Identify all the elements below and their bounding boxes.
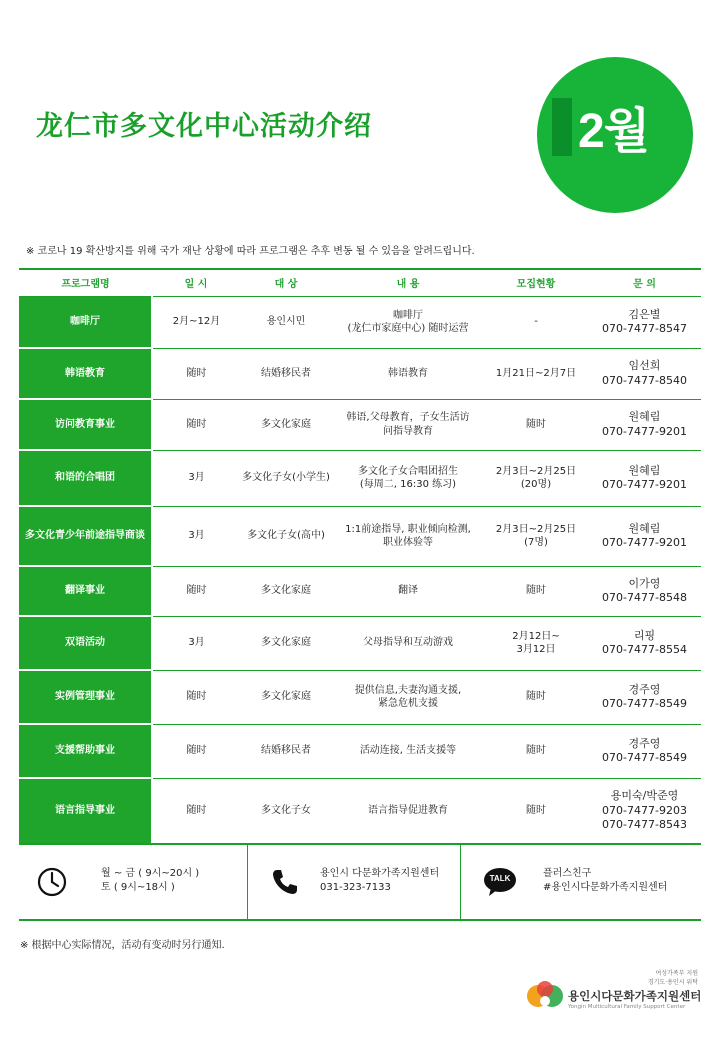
contact-line: 070-7477-8543 <box>602 817 687 831</box>
center-logo-name: 용인시다문화가족지원센터 <box>568 989 702 1003</box>
target-cell: 多文化家庭 <box>240 670 332 724</box>
info-footer <box>19 843 701 921</box>
recruit-cell <box>484 724 588 778</box>
contact-line: 070-7477-9201 <box>602 424 687 438</box>
contact-line: 리핑 <box>633 628 656 642</box>
contact-line: 경주영 <box>628 736 661 750</box>
recruit-line: 随时 <box>526 805 546 816</box>
center-phone[interactable]: 031-323-7133 <box>320 882 391 893</box>
contact-line: 용미숙/박준영 <box>610 789 679 803</box>
center-logo-english: Yongin Multicultural Family Support Center <box>568 1004 686 1010</box>
contact-cell <box>588 566 701 616</box>
bottom-note: ※ 根据中心实际情况，活动有变动时另行通知. <box>20 940 225 951</box>
hours-weekday: 월 ~ 금 ( 9시~20시 ) <box>101 868 200 879</box>
contact-cell <box>588 616 701 670</box>
program-name-cell: 多文化青少年前途指导商谈 <box>19 506 152 566</box>
contact-cell <box>588 450 701 506</box>
content-cell <box>332 670 484 724</box>
content-line: 韩语,父母教育，子女生活访 <box>346 412 470 423</box>
recruit-cell <box>484 399 588 450</box>
contact-line: 원혜림 <box>628 463 661 477</box>
date-cell: 随时 <box>152 566 240 616</box>
table-row <box>19 399 701 450</box>
content-line: 父母指导和互动游戏 <box>363 637 453 649</box>
covid-notice: ※ 코로나 19 확산방지를 위해 국가 재난 상황에 따라 프로그램은 추후 변동 될 수 있음을 알려드립니다. <box>26 246 475 257</box>
content-cell <box>332 450 484 506</box>
month-label: 2월 <box>578 105 650 158</box>
contact-cell <box>588 506 701 566</box>
contact-line: 070-7477-8549 <box>602 697 687 710</box>
content-line: 韩语教育 <box>388 367 428 379</box>
contact-line: 070-7477-8540 <box>602 373 687 387</box>
table-row <box>19 566 701 616</box>
table-row <box>19 616 701 670</box>
page-title: 龙仁市多文化中心活动介绍 <box>36 111 372 142</box>
recruit-line: (20명) <box>520 479 552 490</box>
contact-line: 김은별 <box>628 307 661 321</box>
contact-line: 070-7477-8547 <box>602 322 687 335</box>
recruit-line: 随时 <box>526 691 546 703</box>
center-name: 용인시 다문화가족지원센터 <box>320 868 440 879</box>
contact-cell <box>588 670 701 724</box>
recruit-cell <box>484 670 588 724</box>
content-cell <box>332 616 484 670</box>
recruit-line: 随时 <box>526 585 546 597</box>
content-cell <box>332 724 484 778</box>
recruit-cell <box>484 566 588 616</box>
date-cell: 随时 <box>152 399 240 450</box>
recruit-line: 2月3日~2月25日 <box>495 465 577 477</box>
month-badge-bar <box>552 98 572 156</box>
kakaotalk-icon <box>483 867 517 897</box>
recruit-line: - <box>534 316 538 328</box>
content-line: 1:1前途指导, 职业倾向检测, <box>345 523 471 535</box>
contact-line: 070-7477-8548 <box>602 591 687 604</box>
date-cell: 随时 <box>152 670 240 724</box>
recruit-line: 2月3日~2月25日 <box>495 523 577 535</box>
recruit-cell <box>484 348 588 399</box>
table-row <box>19 670 701 724</box>
contact-line: 070-7477-9201 <box>602 536 687 549</box>
date-cell: 3月 <box>152 616 240 670</box>
contact-cell <box>588 296 701 348</box>
recruit-cell <box>484 616 588 670</box>
program-name-cell: 实例管理事业 <box>19 670 152 724</box>
content-cell <box>332 296 484 348</box>
content-line: 咖啡厅 <box>393 309 423 321</box>
content-line: 活动连接, 生活支援等 <box>359 745 457 757</box>
clock-icon <box>37 867 67 897</box>
contact-line: 070-7477-8549 <box>602 751 687 764</box>
target-cell: 多文化子女 <box>240 778 332 844</box>
program-name-cell: 韩语教育 <box>19 348 152 399</box>
program-name-cell: 双语活动 <box>19 616 152 670</box>
header-recruit: 모집현황 <box>484 269 588 296</box>
kakao-id[interactable]: #용인시다문화가족지원센터 <box>543 882 668 893</box>
contact-line: 070-7477-9201 <box>602 478 687 491</box>
target-cell: 多文化家庭 <box>240 616 332 670</box>
content-line: 翻译 <box>398 585 418 597</box>
recruit-cell <box>484 506 588 566</box>
target-cell: 용인시민 <box>240 296 332 348</box>
content-line: 职业体验等 <box>383 537 433 548</box>
content-cell <box>332 778 484 844</box>
table-row <box>19 506 701 566</box>
header-target: 대 상 <box>240 269 332 296</box>
table-row <box>19 296 701 348</box>
recruit-cell <box>484 450 588 506</box>
content-line: (每周二, 16:30 练习) <box>359 479 457 490</box>
target-cell: 多文化家庭 <box>240 566 332 616</box>
target-cell: 多文化子女(高中) <box>240 506 332 566</box>
table-row <box>19 348 701 399</box>
content-line: 紧急危机支援 <box>378 698 438 709</box>
hours-section <box>19 845 247 919</box>
contact-cell <box>588 778 701 844</box>
content-line: (龙仁市家庭中心) 随时运营 <box>347 323 469 334</box>
recruit-line: 随时 <box>526 418 546 430</box>
program-name-cell: 和语的合唱团 <box>19 450 152 506</box>
content-line: 多文化子女合唱团招生 <box>358 465 458 477</box>
talk-badge-label: TALK <box>489 874 511 883</box>
content-line: 语言指导促进教育 <box>368 805 448 816</box>
recruit-line: 2月12日~ <box>512 630 560 642</box>
table-row <box>19 724 701 778</box>
content-line: 问指导教育 <box>383 425 433 437</box>
contact-line: 원혜림 <box>628 410 661 424</box>
kakao-label: 플러스친구 <box>543 868 592 879</box>
recruit-line: 随时 <box>526 745 546 757</box>
program-name-cell: 翻译事业 <box>19 566 152 616</box>
program-name-cell: 支援帮助事业 <box>19 724 152 778</box>
contact-line: 070-7477-8554 <box>602 643 687 656</box>
recruit-cell <box>484 296 588 348</box>
header-content: 내 용 <box>332 269 484 296</box>
recruit-line: (7명) <box>524 537 548 548</box>
content-cell <box>332 566 484 616</box>
header-program: 프로그램명 <box>19 269 152 296</box>
table-row <box>19 450 701 506</box>
content-cell <box>332 506 484 566</box>
logo-sponsor-line: 여성가족부 지원 <box>655 970 698 977</box>
content-line: 提供信息,夫妻沟通支援, <box>354 684 462 696</box>
program-name-cell: 访问教育事业 <box>19 399 152 450</box>
hours-saturday: 토 ( 9시~18시 ) <box>101 882 175 893</box>
recruit-cell <box>484 778 588 844</box>
content-cell <box>332 348 484 399</box>
contact-cell <box>588 348 701 399</box>
target-cell: 结婚移民者 <box>240 724 332 778</box>
target-cell: 多文化子女(小学生) <box>240 450 332 506</box>
kakao-section <box>461 845 701 919</box>
date-cell: 3月 <box>152 506 240 566</box>
program-table <box>19 268 701 845</box>
date-cell: 随时 <box>152 348 240 399</box>
target-cell: 结婚移民者 <box>240 348 332 399</box>
contact-line: 임선희 <box>628 359 661 373</box>
table-header-row <box>19 269 701 296</box>
contact-cell <box>588 399 701 450</box>
date-cell: 随时 <box>152 778 240 844</box>
logo-sponsor-line: 경기도·용인시 위탁 <box>647 979 698 986</box>
phone-section <box>248 845 460 919</box>
target-cell: 多文化家庭 <box>240 399 332 450</box>
table-row <box>19 778 701 844</box>
contact-line: 경주영 <box>628 682 661 696</box>
center-logo-icon <box>525 979 565 1013</box>
recruit-line: 3月12日 <box>516 644 556 655</box>
header-contact: 문 의 <box>588 269 701 296</box>
date-cell: 3月 <box>152 450 240 506</box>
program-name-cell: 语言指导事业 <box>19 778 152 844</box>
phone-icon <box>270 867 300 897</box>
contact-cell <box>588 724 701 778</box>
date-cell: 随时 <box>152 724 240 778</box>
recruit-line: 1月21日~2月7日 <box>495 367 577 379</box>
content-cell <box>332 399 484 450</box>
date-cell: 2月~12月 <box>152 296 240 348</box>
contact-line: 원혜림 <box>628 521 661 535</box>
header-date: 일 시 <box>152 269 240 296</box>
contact-line: 070-7477-9203 <box>602 803 687 817</box>
program-name-cell: 咖啡厅 <box>19 296 152 348</box>
contact-line: 이가영 <box>628 576 661 590</box>
